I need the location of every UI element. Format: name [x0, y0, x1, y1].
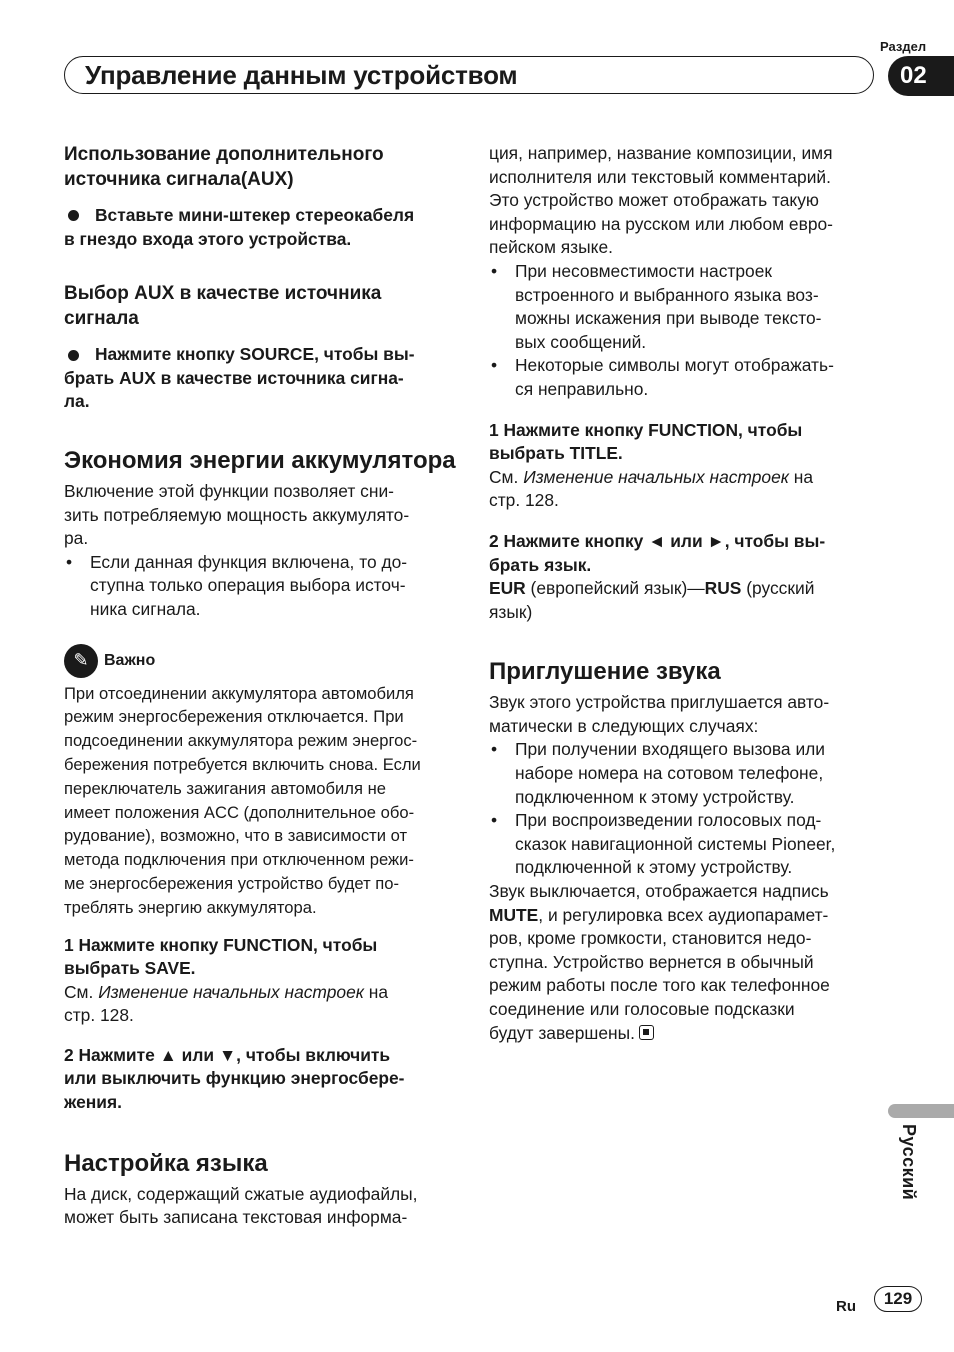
- left-column: [64, 142, 456, 1230]
- language-options: EUR (европейский язык)—RUS (русский язык): [489, 578, 815, 622]
- eco-paragraph: Включение этой функции позволяет сни- зить потребляемую мощность аккумулято- ра.: [64, 480, 410, 549]
- eco-bullets: [64, 551, 456, 622]
- mute-bullets: [489, 738, 879, 880]
- eco-step-1-reference: См. Изменение начальных настроек на стр. 128.: [64, 981, 389, 1026]
- bullet-dot-icon: [68, 210, 79, 221]
- aux-select-subheading: Выбор AUX в качестве источника сигнала: [64, 283, 382, 330]
- mute-intro: Звук этого устройства приглушается авто- матически в следующих случаях:: [489, 692, 830, 736]
- section-number-badge: 02: [888, 56, 954, 96]
- eco-step-2: 2 Нажмите ▲ или ▼, чтобы включить или выключить функцию энергосбере- жения.: [64, 1044, 405, 1113]
- important-header: ✎ Важно: [64, 644, 456, 678]
- section-end-icon: [639, 1025, 654, 1040]
- eco-heading: Экономия энергии аккумулятора: [64, 446, 456, 474]
- language-paragraph: На диск, содержащий сжатые аудиофайлы, может быть записана текстовая информа-: [64, 1183, 418, 1228]
- mute-heading: Приглушение звука: [489, 658, 721, 686]
- language-tab: [888, 1104, 954, 1118]
- mute-paragraph: Звук выключается, отображается надпись MUTE, и регулировка всех аудиопарамет- ров, кроме громкости, становится недо- ступна. Устройство вернется в обычный режим работы после того как телефонное соединение или голосовые подсказки будут завершены.: [489, 881, 830, 1043]
- language-heading: Настройка языка: [64, 1149, 268, 1177]
- list-item: • Если данная функция включена, то до- ступна только операция выбора источ- ника сигнала.: [64, 551, 456, 622]
- language-label: Русский: [899, 1124, 919, 1201]
- aux-instruction: Вставьте мини-штекер стереокабеля в гнездо входа этого устройства.: [64, 205, 415, 249]
- list-item: • При несовместимости настроек встроенного и выбранного языка воз- можны искажения при выводе тексто- вых сообщений.: [489, 260, 879, 354]
- language-step-1-reference: См. Изменение начальных настроек на стр. 128.: [489, 466, 814, 511]
- page-title: Управление данным устройством: [64, 56, 874, 94]
- section-label: Раздел: [880, 39, 927, 54]
- language-code: Ru: [836, 1298, 856, 1315]
- list-item: • Некоторые символы могут отображать- ся неправильно.: [489, 354, 879, 401]
- language-step-2: 2 Нажмите кнопку ◄ или ►, чтобы вы- брать язык.: [489, 530, 826, 575]
- important-icon: ✎: [64, 644, 98, 678]
- important-text: При отсоединении аккумулятора автомобиля режим энергосбережения отключается. При подсоединении аккумулятора режим энергос- бережения потребуется включить снова. Если переключатель зажигания автомобиля не имеет положения ACC (дополнительное обо- рудование), возможно, что в зависимости от метода подключения при отключенном режи- ме энергосбережения устройство будет по- треблять энергию аккумулятора.: [64, 683, 421, 917]
- language-step-1: 1 Нажмите кнопку FUNCTION, чтобы выбрать TITLE.: [489, 419, 803, 464]
- eco-step-1: 1 Нажмите кнопку FUNCTION, чтобы выбрать SAVE.: [64, 934, 378, 979]
- language-paragraph-continued: ция, например, название композиции, имя исполнителя или текстовый комментарий. Это устройство может отображать такую информацию на русском или любом евро- пейском языке.: [489, 143, 833, 258]
- right-column: [489, 142, 879, 1045]
- aux-select-instruction: Нажмите кнопку SOURCE, чтобы вы- брать AUX в качестве источника сигна- ла.: [64, 344, 415, 412]
- aux-subheading: Использование дополнительного источника сигнала(AUX): [64, 144, 384, 190]
- list-item: • При получении входящего вызова или наборе номера на сотовом телефоне, подключенном к этому устройству.: [489, 738, 879, 809]
- bullet-dot-icon: [68, 350, 79, 361]
- list-item: • При воспроизведении голосовых под- сказок навигационной системы Pioneer, подключенной к этому устройству.: [489, 809, 879, 880]
- language-bullets: [489, 260, 879, 402]
- page-number: 129: [874, 1286, 922, 1312]
